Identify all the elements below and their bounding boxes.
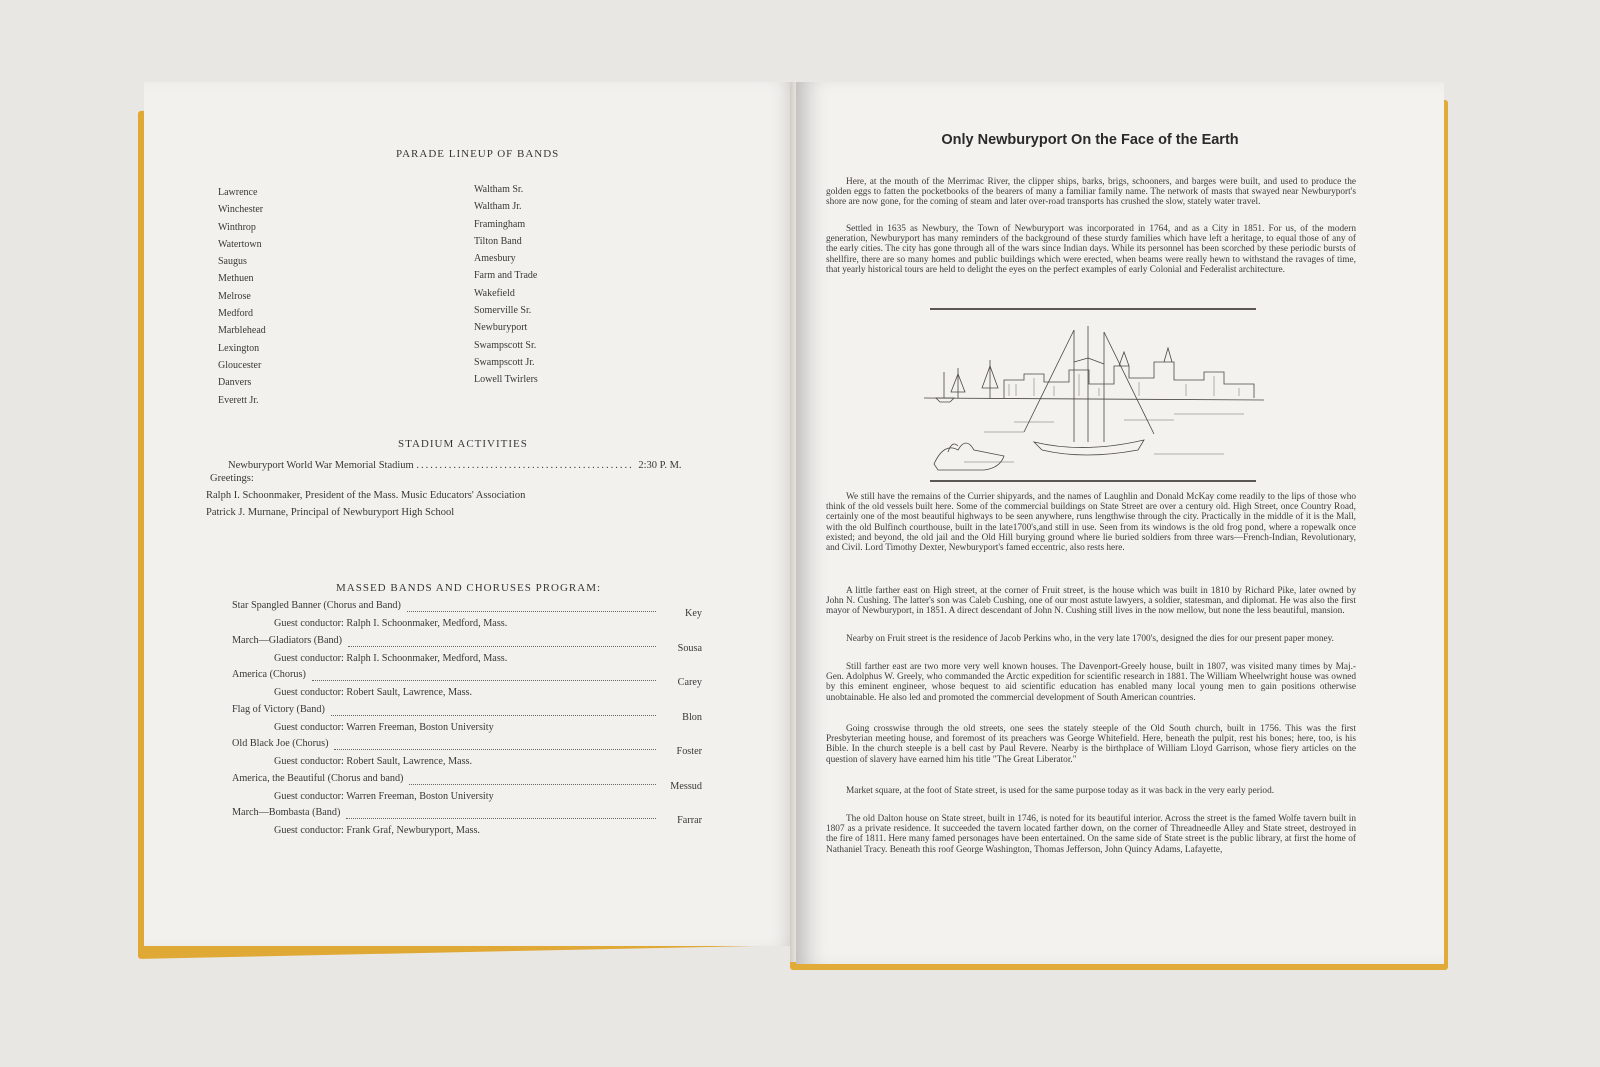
program-composer: Blon bbox=[682, 711, 702, 723]
right-band: Amesbury bbox=[474, 253, 516, 265]
paragraph-6-text: Still farther east are two more very well known houses. The Davenport-Greely house, built in 1807, was visited many times by Maj.-Gen. Adolphus W. Greely, who commanded the Arctic expedition for scientific research in 1881. The William Wheelwright house was owned by this eminent engineer, whose bequest to aid scientific education has enabled many local young men to gain positions otherwise unobtainable. He also led and promoted the commercial development of South American countries. bbox=[826, 662, 1356, 703]
right-band: Wakefield bbox=[474, 287, 515, 299]
program-title: March—Bombasta (Band) bbox=[232, 807, 341, 818]
leader-dots bbox=[331, 705, 656, 716]
bands-list-right bbox=[474, 181, 538, 389]
guest-conductor: Guest conductor: Ralph I. Schoonmaker, Medford, Mass. bbox=[274, 618, 508, 629]
left-band: Marblehead bbox=[218, 325, 266, 337]
paragraph-7 bbox=[826, 724, 1356, 765]
page-title: Only Newburyport On the Face of the Earth bbox=[941, 132, 1239, 148]
right-band: Swampscott Sr. bbox=[474, 339, 537, 351]
left-band: Everett Jr. bbox=[218, 394, 259, 406]
left-band: Saugus bbox=[218, 256, 247, 268]
program-composer: Messud bbox=[670, 780, 702, 792]
paragraph-2-text: Settled in 1635 as Newbury, the Town of Newburyport was incorporated in 1764, and as a City in 1851. For us, of the modern generation, Newburyport has many reminders of the background of these sturdy families which have left a heritage, to equal those of any of the early cities. The city has gone through all of the wars since Indian days. While its personnel has been scorched by these periodic bursts of shellfire, there are so many homes and public buildings which were erected, when beams were really hewn to withstand the ravages of time, that yearly historical tours are held to delight the eyes on the perfect examples of early Colonial and Federalist architecture. bbox=[826, 224, 1356, 275]
right-band: Lowell Twirlers bbox=[474, 374, 538, 386]
paragraph-6 bbox=[826, 662, 1356, 703]
leader-dots bbox=[409, 774, 656, 785]
paragraph-3 bbox=[826, 492, 1356, 553]
right-band: Newburyport bbox=[474, 322, 528, 334]
paragraph-9-text: The old Dalton house on State street, built in 1746, is noted for its beautiful interior. Across the street is the famed Wolfe tavern built in 1807 as a private residence. It succeeded the tavern located farther down, on the corner of Threadneedle Alley and State street, destroyed in the fire of 1811. Here many famed personages have been entertained. On the same side of State street is the public library, at first the home of Nathaniel Tracy. Beneath this roof George Washington, Thomas Jefferson, John Quincy Adams, Lafayette, bbox=[826, 814, 1356, 855]
paragraph-2 bbox=[826, 224, 1356, 275]
program-item bbox=[232, 704, 702, 739]
parade-heading: PARADE LINEUP OF BANDS bbox=[396, 148, 560, 160]
leader-dots: ............................................... bbox=[416, 460, 639, 471]
left-band: Winchester bbox=[218, 204, 264, 216]
right-band: Somerville Sr. bbox=[474, 305, 532, 317]
program-item bbox=[232, 773, 702, 808]
greetings-label: Greetings: bbox=[210, 473, 254, 484]
program-item bbox=[232, 669, 702, 704]
program-composer: Farrar bbox=[677, 815, 702, 826]
guest-conductor: Guest conductor: Warren Freeman, Boston University bbox=[274, 790, 494, 802]
left-band: Methuen bbox=[218, 273, 254, 285]
paragraph-1 bbox=[826, 177, 1356, 208]
left-band: Lexington bbox=[218, 342, 260, 354]
right-band: Tilton Band bbox=[474, 235, 522, 247]
program-heading: MASSED BANDS AND CHORUSES PROGRAM: bbox=[336, 582, 602, 594]
leader-dots bbox=[407, 601, 656, 612]
harbor-illustration bbox=[924, 322, 1264, 482]
program-composer: Carey bbox=[677, 677, 702, 688]
left-band: Winthrop bbox=[218, 221, 256, 233]
program-title: Flag of Victory (Band) bbox=[232, 703, 325, 715]
left-band: Danvers bbox=[218, 377, 252, 389]
paragraph-8 bbox=[826, 786, 1356, 796]
program-title: America (Chorus) bbox=[232, 669, 306, 680]
stadium-venue-text: Newburyport World War Memorial Stadium bbox=[228, 460, 414, 471]
paragraph-8-text: Market square, at the foot of State street, is used for the same purpose today as it was back in the very early period. bbox=[846, 786, 1275, 796]
paragraph-5 bbox=[826, 634, 1356, 644]
greeting-2: Patrick J. Murnane, Principal of Newburyport High School bbox=[206, 507, 455, 518]
program-item bbox=[232, 738, 702, 773]
stadium-time: 2:30 P. M. bbox=[638, 460, 682, 471]
guest-conductor: Guest conductor: Ralph I. Schoonmaker, Medford, Mass. bbox=[274, 652, 508, 664]
program-item bbox=[232, 600, 702, 635]
left-band: Lawrence bbox=[218, 187, 258, 198]
right-band: Framingham bbox=[474, 218, 526, 230]
paragraph-4-text: A little farther east on High street, at the corner of Fruit street, is the house which was built in 1810 by Richard Pike, later owned by John N. Cushing. The latter's son was Caleb Cushing, one of our most astute lawyers, a soldier, statesman, and diplomat. He was also the first mayor of Newburyport, in 1851. A direct descendant of John N. Cushing still lives in the now mellow, but none the less beautiful, mansion. bbox=[826, 586, 1356, 617]
program-title: Star Spangled Banner (Chorus and Band) bbox=[232, 600, 401, 611]
paragraph-7-text: Going crosswise through the old streets, one sees the stately steeple of the Old South church, built in 1756. This was the first Presbyterian meeting house, and foremost of its preachers was George Whitefield. Here, beneath the pulpit, rest his bones; here, too, is his Bible. In the church steeple is a bell cast by Paul Revere. Nearby is the birthplace of William Lloyd Garrison, whose fiery articles on the question of slavery have earned him his title "The Great Liberator." bbox=[826, 724, 1356, 765]
paragraph-1-text: Here, at the mouth of the Merrimac River, the clipper ships, barks, brigs, schooners, and barges were built, and used to produce the golden eggs to fatten the pocketbooks of the bearers of many a familiar family name. The network of masts that swayed near Newburyport's shore are now gone, for the coming of steam and later over-road transports has crushed the slow, stately water travel. bbox=[826, 177, 1356, 208]
greeting-1: Ralph I. Schoonmaker, President of the Mass. Music Educators' Association bbox=[206, 490, 526, 501]
left-band: Watertown bbox=[218, 238, 262, 250]
bands-list-left bbox=[218, 184, 266, 409]
program-list bbox=[232, 600, 702, 842]
program-title: America, the Beautiful (Chorus and band) bbox=[232, 772, 404, 784]
right-band: Swampscott Jr. bbox=[474, 356, 535, 368]
guest-conductor: Guest conductor: Frank Graf, Newburyport, Mass. bbox=[274, 825, 480, 836]
program-composer: Key bbox=[685, 608, 702, 619]
divider-top bbox=[930, 308, 1256, 310]
paragraph-4 bbox=[826, 586, 1356, 617]
leader-dots bbox=[312, 670, 656, 681]
paragraph-3-text: We still have the remains of the Currier shipyards, and the names of Laughlin and Donald McKay come readily to the lips of those who think of the old vessels built here. Some of the commercial buildings on State Street are over a century old. High Street, once Country Road, certainly one of the most beautiful highways to be seen anywhere, runs lengthwise through the city. Practically in the middle of it is the Mall, with the old Bulfinch courthouse, built in the late1700's,and still in use. Seen from its windows is the old frog pond, where a ropewalk once existed; and beyond, the old jail and the Old Hill burying ground where lie buried soldiers from three wars—French-Indian, Revolutionary, and Civil. Lord Timothy Dexter, Newburyport's famed eccentric, also rests here. bbox=[826, 492, 1356, 554]
leader-dots bbox=[346, 808, 656, 819]
left-band: Medford bbox=[218, 308, 253, 320]
guest-conductor: Guest conductor: Warren Freeman, Boston University bbox=[274, 721, 494, 733]
program-title: Old Black Joe (Chorus) bbox=[232, 738, 329, 749]
program-item bbox=[232, 807, 702, 842]
program-title: March—Gladiators (Band) bbox=[232, 634, 343, 646]
paragraph-9 bbox=[826, 814, 1356, 855]
leader-dots bbox=[334, 739, 656, 750]
leader-dots bbox=[348, 636, 656, 647]
guest-conductor: Guest conductor: Robert Sault, Lawrence, Mass. bbox=[274, 756, 473, 767]
stadium-venue bbox=[228, 460, 682, 471]
program-composer: Sousa bbox=[677, 642, 702, 654]
program-composer: Foster bbox=[676, 746, 702, 757]
stadium-heading: STADIUM ACTIVITIES bbox=[398, 438, 528, 450]
program-item bbox=[232, 635, 702, 670]
divider-bottom bbox=[930, 480, 1256, 482]
paragraph-5-text: Nearby on Fruit street is the residence of Jacob Perkins who, in the very late 1700's, designed the dies for our present paper money. bbox=[846, 634, 1334, 644]
guest-conductor: Guest conductor: Robert Sault, Lawrence, Mass. bbox=[274, 687, 473, 698]
left-band: Melrose bbox=[218, 290, 251, 302]
right-band: Waltham Jr. bbox=[474, 201, 522, 213]
right-band: Waltham Sr. bbox=[474, 184, 524, 195]
left-band: Gloucester bbox=[218, 359, 262, 371]
right-band: Farm and Trade bbox=[474, 270, 538, 282]
